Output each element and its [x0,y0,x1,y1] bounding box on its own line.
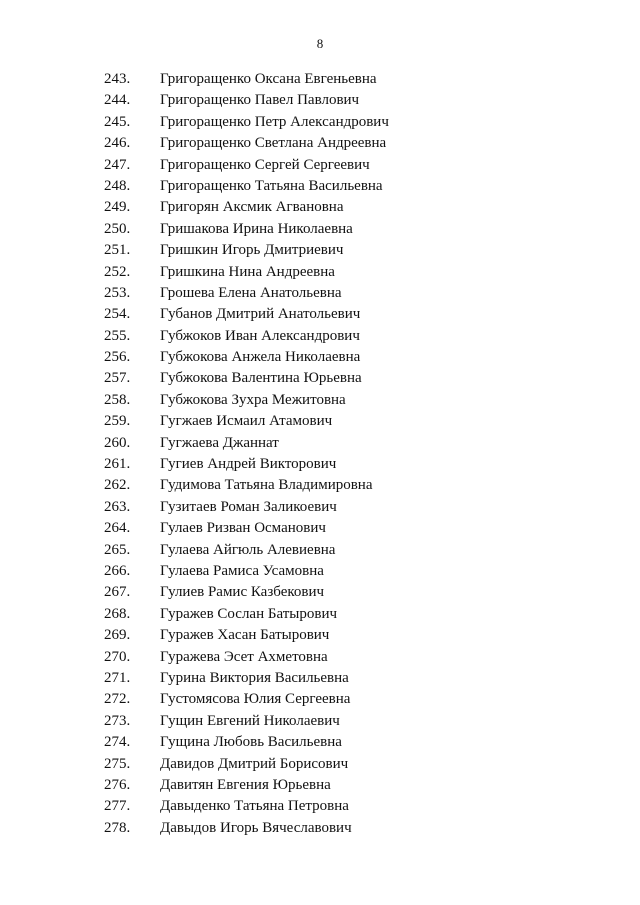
entry-name: Гузитаев Роман Заликоевич [160,498,337,515]
entry-name: Григоращенко Петр Александрович [160,113,389,130]
entry-name: Григоращенко Светлана Андреевна [160,135,387,152]
entry-name: Гуражев Хасан Батырович [160,627,330,644]
list-item [0,625,640,646]
entry-number: 258. [104,391,131,408]
entry-name: Губжоков Иван Александрович [160,327,360,344]
entry-number: 265. [104,541,131,558]
entry-name: Григоращенко Оксана Евгеньевна [160,71,377,87]
list-item [0,347,640,368]
entry-number: 257. [104,370,131,387]
entry-number: 252. [104,263,131,280]
list-item [0,326,640,347]
entry-name: Губжокова Зухра Межитовна [160,391,346,408]
entry-name: Давидов Дмитрий Борисович [160,755,349,772]
entry-number: 273. [104,712,131,729]
entry-name: Гугиев Андрей Викторович [160,456,337,473]
entry-number: 266. [104,562,131,579]
entry-name: Григоращенко Павел Павлович [160,92,360,109]
list-item [0,197,640,218]
list-item [0,390,640,411]
entry-name: Гришкин Игорь Дмитриевич [160,242,344,259]
entry-number: 269. [104,627,131,644]
list-item [0,112,640,133]
page-number: 8 [316,36,324,51]
list-item [0,818,640,839]
list-item [0,668,640,689]
entry-number: 244. [104,92,131,109]
entry-number: 267. [104,584,131,601]
entry-name: Давыдов Игорь Вячеславович [160,819,352,836]
entry-name: Давыденко Татьяна Петровна [160,798,349,815]
entry-number: 264. [104,520,131,537]
entry-number: 250. [104,220,131,237]
entry-number: 247. [104,156,131,173]
list-item [0,219,640,240]
list-item [0,454,640,475]
entry-name: Гущин Евгений Николаевич [160,712,340,729]
list-item [0,732,640,753]
entry-number: 270. [104,648,131,665]
entry-number: 274. [104,734,131,751]
entry-name: Гулаева Айгюль Алевиевна [160,541,336,558]
entry-name: Гурина Виктория Васильевна [160,669,349,686]
list-item [0,518,640,539]
list-item [0,433,640,454]
entry-name: Гришкина Нина Андреевна [160,263,335,280]
entry-name: Гущина Любовь Васильевна [160,734,342,751]
list-item [0,604,640,625]
entry-number: 243. [104,71,131,87]
list-item [0,262,640,283]
list-item [0,411,640,432]
entry-name: Грошева Елена Анатольевна [160,284,342,301]
entry-name: Губжокова Валентина Юрьевна [160,370,362,387]
entry-number: 260. [104,434,131,451]
list-item [0,69,640,90]
entry-name: Гугжаева Джаннат [160,434,279,451]
entry-number: 263. [104,498,131,515]
entry-name: Гуражева Эсет Ахметовна [160,648,328,665]
list-item [0,155,640,176]
entry-number: 249. [104,199,131,216]
entry-number: 271. [104,669,131,686]
entry-name: Гулаев Ризван Османович [160,520,326,537]
list-item [0,133,640,154]
entry-number: 259. [104,413,131,430]
entry-name: Давитян Евгения Юрьевна [160,776,331,793]
list-item [0,754,640,775]
entry-number: 277. [104,798,131,815]
entry-number: 272. [104,691,131,708]
list-item [0,711,640,732]
list-item [0,475,640,496]
list-item [0,561,640,582]
entry-name: Григорян Аксмик Агвановна [160,199,344,216]
entry-name: Гуражев Сослан Батырович [160,605,338,622]
entry-name: Гугжаев Исмаил Атамович [160,413,333,430]
entry-number: 255. [104,327,131,344]
entry-name: Гудимова Татьяна Владимировна [160,477,373,494]
list-item [0,796,640,817]
entry-number: 251. [104,242,131,259]
list-item [0,368,640,389]
entry-number: 262. [104,477,131,494]
entry-number: 276. [104,776,131,793]
entry-name: Григоращенко Татьяна Васильевна [160,177,383,194]
entry-name: Гришакова Ирина Николаевна [160,220,353,237]
entry-number: 254. [104,306,131,323]
list-item [0,176,640,197]
list-item [0,540,640,561]
entry-name: Гулаева Рамиса Усамовна [160,562,324,579]
entry-number: 256. [104,349,131,366]
list-item [0,90,640,111]
list-item [0,582,640,603]
entry-name: Губжокова Анжела Николаевна [160,349,361,366]
list-item [0,647,640,668]
list-item [0,304,640,325]
entry-name: Гулиев Рамис Казбекович [160,584,325,601]
list-item [0,689,640,710]
entry-number: 248. [104,177,131,194]
entry-number: 268. [104,605,131,622]
entry-number: 253. [104,284,131,301]
entry-number: 246. [104,135,131,152]
list-item [0,775,640,796]
entry-name: Губанов Дмитрий Анатольевич [160,306,361,323]
entry-number: 261. [104,456,131,473]
entry-number: 245. [104,113,131,130]
list-item [0,497,640,518]
entry-number: 275. [104,755,131,772]
name-list [0,69,640,839]
list-item [0,283,640,304]
list-item [0,240,640,261]
entry-name: Густомясова Юлия Сергеевна [160,691,351,708]
entry-number: 278. [104,819,131,836]
entry-name: Григоращенко Сергей Сергеевич [160,156,370,173]
